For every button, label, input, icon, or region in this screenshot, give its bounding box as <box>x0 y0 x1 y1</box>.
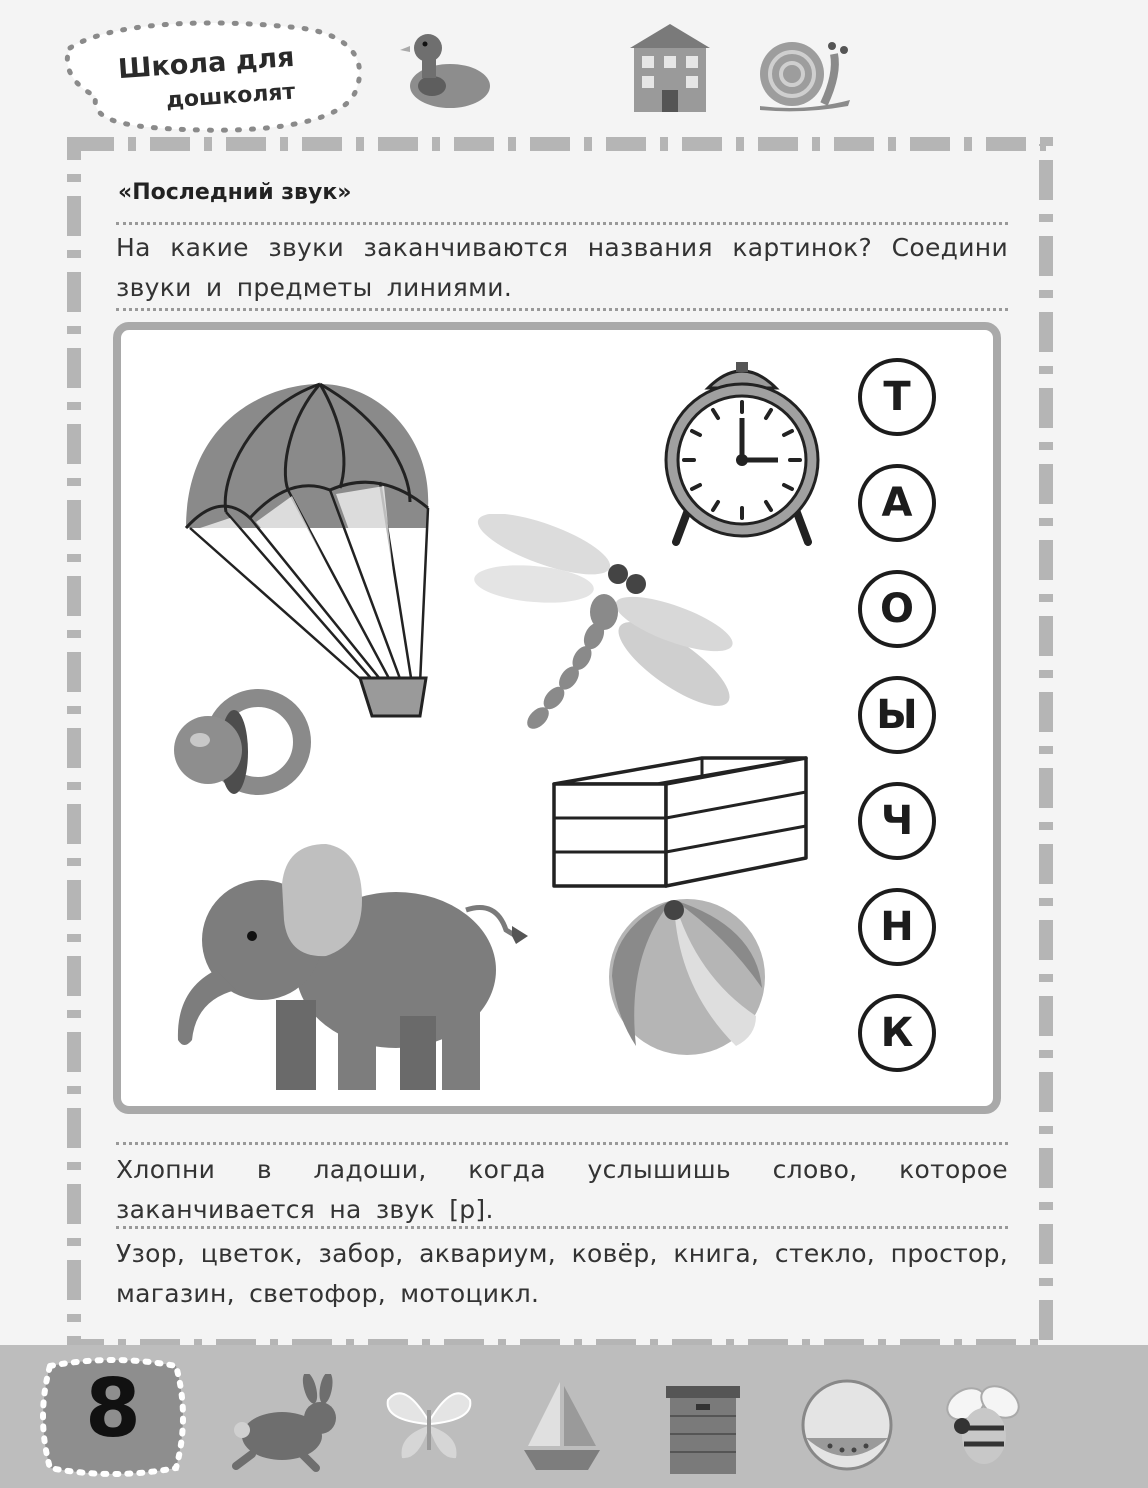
task-instruction: На какие звуки заканчиваются названия картинок? Соедини звуки и предметы линиями. <box>116 233 1008 302</box>
snail-icon <box>754 34 854 112</box>
word-list: Узор, цветок, забор, аквариум, ковёр, книга, стекло, простор, магазин, светофор, мотоцикл. <box>116 1239 1008 1308</box>
letter-circle-a[interactable]: А <box>858 464 936 542</box>
beehive-icon <box>664 1384 742 1476</box>
task-title: «Последний звук» <box>118 180 352 205</box>
letter-circle-y[interactable]: Ы <box>858 676 936 754</box>
rabbit-icon <box>232 1374 344 1472</box>
box-icon <box>548 754 812 890</box>
letter-circle-k[interactable]: К <box>858 994 936 1072</box>
house-icon <box>624 20 716 114</box>
page-number: 8 <box>85 1362 141 1455</box>
logo-badge <box>50 20 370 140</box>
elephant-icon <box>166 840 544 1102</box>
ball-icon <box>606 896 768 1058</box>
dotted-divider <box>116 308 1008 311</box>
letter-circle-n[interactable]: Н <box>858 888 936 966</box>
sailboat-icon <box>520 1376 604 1474</box>
duck-icon <box>398 28 494 112</box>
letter-circle-ch[interactable]: Ч <box>858 782 936 860</box>
letter-circle-t[interactable]: Т <box>858 358 936 436</box>
pacifier-icon <box>172 688 316 802</box>
logo-line-2: дошколят <box>165 79 297 114</box>
dotted-divider <box>116 1142 1008 1145</box>
dotted-divider <box>116 222 1008 225</box>
dragonfly-icon <box>474 514 740 736</box>
butterfly-icon <box>384 1380 474 1466</box>
watermelon-icon <box>800 1378 894 1472</box>
parachute-icon <box>180 378 438 722</box>
dotted-divider <box>116 1226 1008 1229</box>
logo-line-1: Школа для <box>117 41 296 86</box>
bee-icon <box>944 1378 1022 1468</box>
letter-circle-o[interactable]: О <box>858 570 936 648</box>
clap-instruction: Хлопни в ладоши, когда услышишь слово, которое заканчивается на звук [р]. <box>116 1155 1008 1224</box>
